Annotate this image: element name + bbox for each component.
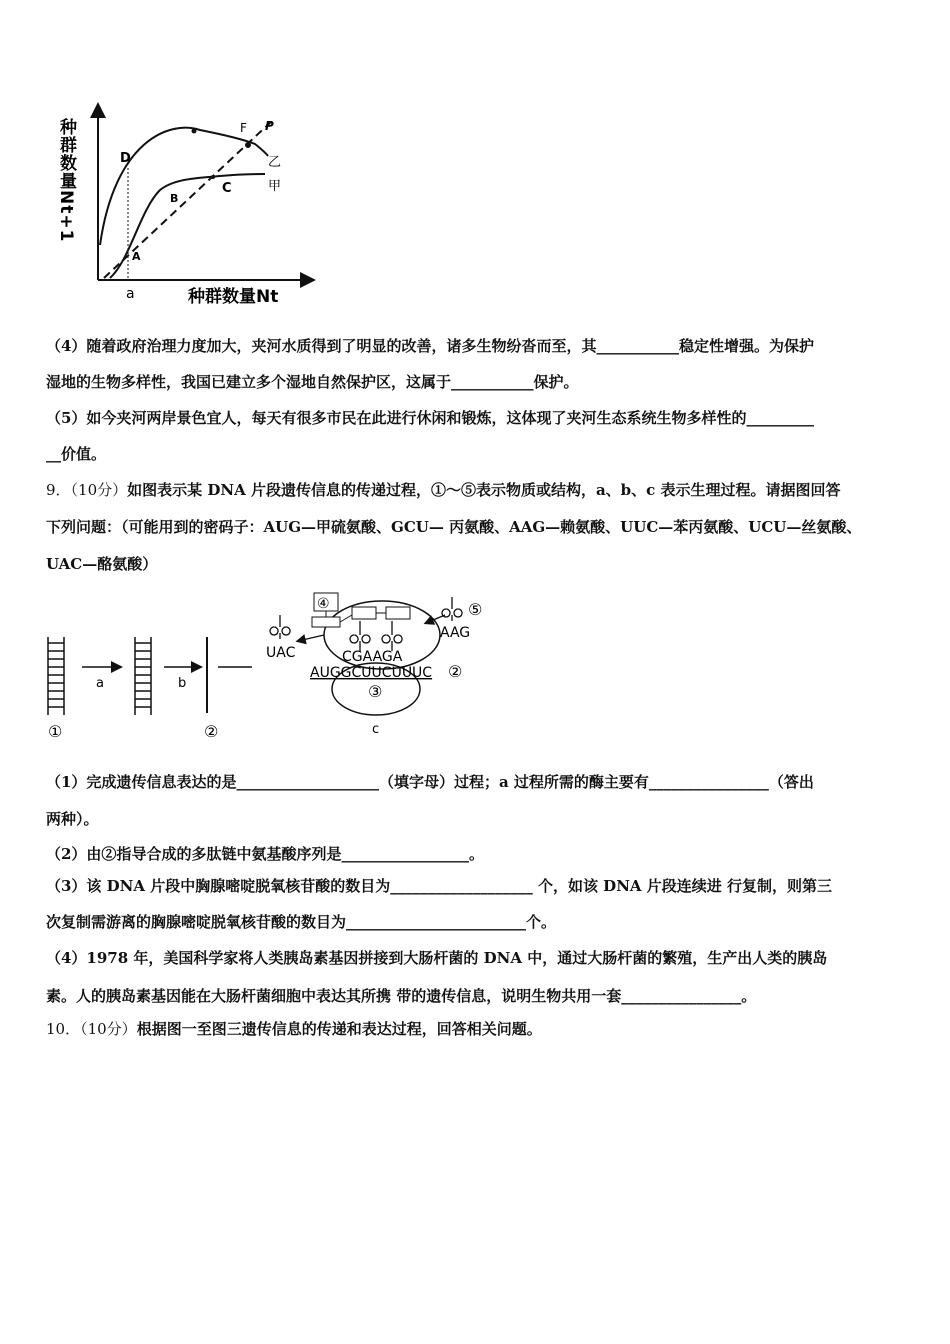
dna-diagram bbox=[40, 585, 510, 745]
dna-ladder-1 bbox=[48, 637, 64, 715]
q9-part1-line1: （1）完成遗传信息表达的是___________________（填字母）过程；a 过程所需的酶主要有________________（答出 bbox=[46, 773, 814, 791]
mrna-sequence: AUGGCUUCUUUC bbox=[310, 665, 433, 681]
label-B: B bbox=[170, 192, 179, 205]
dna-ladder-2 bbox=[135, 637, 151, 715]
uac-label: UAC bbox=[266, 645, 296, 661]
label-a: a bbox=[96, 676, 104, 691]
anticodon-cgaaga: CGAAGA bbox=[342, 649, 403, 665]
label-P: P bbox=[265, 119, 274, 133]
label-c: c bbox=[372, 722, 380, 737]
trna-entering bbox=[442, 597, 462, 621]
q9-part4-line2: 素。人的胰岛素基因能在大肠杆菌细胞中表达其所携 带的遗传信息，说明生物共用一套________________。 bbox=[46, 987, 757, 1005]
q8-part5-line2: __价值。 bbox=[46, 445, 107, 463]
q9-header-line2: 下列问题：（可能用到的密码子：AUG—甲硫氨酸、GCU— 丙氨酸、AAG—赖氨酸、UUC—苯丙氨酸、UCU—丝氨酸、 bbox=[46, 518, 862, 536]
circ3: ③ bbox=[368, 682, 383, 701]
q9-part3-line2: 次复制需游离的胸腺嘧啶脱氧核苷酸的数目为________________________个。 bbox=[46, 913, 557, 931]
trna-exiting bbox=[270, 615, 290, 639]
q8-part4-line1: （4）随着政府治理力度加大，夹河水质得到了明显的改善，诸多生物纷沓而至，其___________稳定性增强。为保护 bbox=[46, 337, 814, 355]
aag-label: AAG bbox=[440, 625, 471, 641]
q9-part1-line2: 两种）。 bbox=[46, 810, 99, 828]
label-yi: 乙 bbox=[268, 155, 282, 170]
q10-text: 根据图一至图三遗传信息的传递和表达过程，回答相关问题。 bbox=[136, 1020, 542, 1038]
circ1: ① bbox=[48, 722, 63, 741]
population-graph bbox=[56, 100, 320, 310]
circ4: ④ bbox=[317, 596, 330, 612]
q9-number: 9．（10分） bbox=[46, 481, 128, 499]
label-b: b bbox=[178, 676, 187, 691]
label-a: a bbox=[126, 286, 135, 302]
label-F: F bbox=[240, 121, 247, 135]
q9-header-line1 bbox=[46, 480, 841, 500]
q10-number: 10．（10分） bbox=[46, 1020, 137, 1038]
y-axis-label: 种群数量Nt+1 bbox=[56, 118, 76, 243]
q8-part4-line2: 湿地的生物多样性，我国已建立多个湿地自然保护区，这属于___________保护。 bbox=[46, 373, 579, 391]
q9-part3-line1: （3）该 DNA 片段中胸腺嘧啶脱氧核苷酸的数目为___________________ 个，如该 DNA 片段连续进 行复制，则第三 bbox=[46, 877, 832, 895]
label-A: A bbox=[132, 250, 141, 263]
q9-part4-line1: （4）1978 年，美国科学家将人类胰岛素基因拼接到大肠杆菌的 DNA 中，通过大肠杆菌的繁殖，生产出人类的胰岛 bbox=[46, 949, 828, 967]
q8-part5-line1: （5）如今夹河两岸景色宜人，每天有很多市民在此进行休闲和锻炼，这体现了夹河生态系统生物多样性的_________ bbox=[46, 409, 814, 427]
label-D: D bbox=[120, 151, 131, 166]
label-C: C bbox=[222, 181, 232, 196]
q10-header bbox=[46, 1019, 542, 1039]
label-jia: 甲 bbox=[268, 179, 282, 194]
circ2b: ② bbox=[448, 662, 463, 681]
q9-header-text: 如图表示某 DNA 片段遗传信息的传递过程，①～⑤表示物质或结构，a、b、c 表示生理过程。请据图回答 bbox=[127, 481, 841, 499]
x-axis-label: 种群数量Nt bbox=[188, 287, 279, 307]
curve-yi bbox=[100, 128, 268, 245]
q9-part2: （2）由②指导合成的多肽链中氨基酸序列是_________________。 bbox=[46, 845, 484, 863]
circ5: ⑤ bbox=[468, 600, 483, 619]
circ2: ② bbox=[204, 722, 219, 741]
q9-header-line3: UAC—酪氨酸） bbox=[46, 555, 158, 573]
trna-in-ribosome bbox=[350, 621, 402, 651]
